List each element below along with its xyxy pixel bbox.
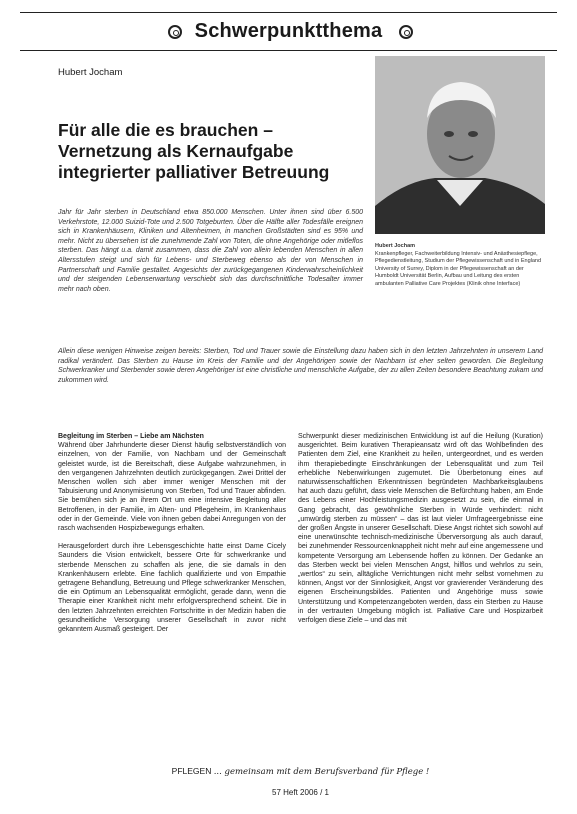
footer-brand: PFLEGEN <box>171 766 212 776</box>
subheading: Begleitung im Sterben – Liebe am Nächsten <box>58 433 204 440</box>
footer-tagline: ... gemeinsam mit dem Berufsverband für Pflege ! <box>213 767 430 777</box>
caption-text: Krankenpfleger, Fachweiterbildung Intensiv- und Anästhesiepflege, Pflegedienstleitung, Studium der Pflegewissenschaft und in England University of Surrey, Diplom in der Pflegewissenschaft an der Humboldt Universität Berlin, Aufbau und Leitung des ersten ambulanten Palliative Care Projektes (Klinik ohne Interface) <box>375 250 542 287</box>
author-photo <box>375 56 545 234</box>
body-paragraph: Herausgefordert durch ihre Lebensgeschichte hatte einst Dame Cicely Saunders die Vision entwickelt, bessere Orte für schwerkranke und sterbende Menschen zu schaffen als jene, die sie damals in den Krankenhäusern erlebte. Eine fachlich qualifizierte und von Empathie getragene Behandlung, Betreuung und Pflege schwerkranker Menschen, die ein Optimum an Lebensqualität ermöglicht, gerade dann, wenn die Therapie einer Krankheit nicht mehr erfolgversprechend scheint. Die in den letzten Jahrzehnten erreichten Fortschritte in der Medizin haben die gesundheitliche Versorgung unserer Gesellschaft in zuvor nicht gekanntem Ausmaß gesteigert. Der <box>58 543 286 634</box>
page-info: 57 Heft 2006 / 1 <box>272 788 329 797</box>
photo-caption <box>375 243 545 288</box>
title-line: Für alle die es brauchen – <box>58 120 273 140</box>
section-title: Schwerpunktthema <box>194 20 383 42</box>
caption-name: Hubert Jocham <box>375 243 416 249</box>
portrait-image <box>375 56 545 234</box>
article-title <box>58 120 368 183</box>
body-paragraph: Schwerpunkt dieser medizinischen Entwicklung ist auf die Heilung (Kuration) ausgerichtet. Beim kurativen Therapieansatz wird oft das Wohlbefinden des Patienten dem Ziel, eine Krankheit zu heilen, untergeordnet, und es werden ihm therapiebedingte Einschränkungen der Lebensqualität und zum Teil erhebliche Nebenwirkungen zugemutet. Die Überbetonung eines auf naturwissenschaftlichen Erkenntnissen begründeten Machbarkeitsglaubens hat auch dazu geführt, dass viele Menschen die Befürchtung haben, am Ende des Lebens einer Hochleistungsmedizin ausgesetzt zu sein, die einmal in Gang gebracht, das gewöhnliche Sterben in Würde verhindert: nicht „umwürdig sterben zu müssen“ – das ist laut vieler Umfrageergebnisse eine der großen Ängste in unserer Gesellschaft. Diese Angst richtet sich sowohl auf eine unerwünschte technisch-medizinische Überversorgung als auch darauf, bei zunehmender Ressourcenknappheit nicht mehr auf eine angemessene und kompetente Versorgung am Lebensende hoffen zu können. Der Gedanke an das Sterben weckt bei vielen Menschen Angst, hilflos und wehrlos zu sein, „wertlos“ zu sein, alltägliche Verrichtungen nicht mehr selbst vornehmen zu können, Angst vor der Sinnlosigkeit, Angst vor gravierender Veränderung des eigenen Erscheinungsbildes. Patienten und Angehörige muss sowie Unterstützung und Kompetenzangeboten werden, dass ein Sterben zu Hause in der vertrauten Umgebung möglich ist. Palliative Care und Hospizarbeit verfolgen diese Ziele – und das mit <box>298 433 543 625</box>
intro-paragraph: Jahr für Jahr sterben in Deutschland etwa 850.000 Menschen. Unter ihnen sind über 6.500 Verkehrstote, 12.000 Suizid-Tote und 2.500 Totgeburten. Über die Hälfte aller Todesfälle ereignen sich in Krankenhäusern, Kliniken und Altenheimen, in manchen Großstädten sind es 95% und mehr. Nicht zu übersehen ist die zunehmende Zahl von Toten, die ohne Angehörige oder mitleflos sterben. Das hängt u.a. damit zusammen, dass die Zahl von allein lebenden Menschen in allen Altersstufen steigt und sich für Lebens- und Sterbeweg ebenso als der von Menschen in Partnerschaft und Familie gestaltet. Angesichts der zurückgegangenen Kinderwahrscheinlichkeit und der steigenden Lebenserwartung verschiebt sich das durchschnittliche Todesalter immer mehr nach oben. <box>58 209 363 293</box>
left-column <box>58 432 286 643</box>
spiral-ornament-icon <box>399 25 413 39</box>
intro-paragraph-continued: Allein diese wenigen Hinweise zeigen bereits: Sterben, Tod und Trauer sowie die Einstellung dazu haben sich in den letzten Jahrzehnten in unserem Land radikal verändert. Das Sterben zu Hause im Kreis der Familie und der Angehörigen sowie der Nachbarn ist eher selten geworden. Die Begleitung Schwerkranker und Sterbender sowie deren Angehöriger ist eine christliche und menschliche Aufgabe, der zu allen Zeiten besondere Beachtung zukam und zukommen wird. <box>58 348 543 384</box>
title-line: integrierter palliativer Betreuung <box>58 162 330 182</box>
author-name: Hubert Jocham <box>58 67 123 78</box>
title-line: Vernetzung als Kernaufgabe <box>58 141 294 161</box>
right-column <box>298 432 543 634</box>
footer-slogan <box>58 766 543 777</box>
body-paragraph: Während über Jahrhunderte dieser Dienst häufig selbstverständlich von einzelnen, von der Familie, von Nachbarn und der Gemeinschaft geleistet wurde, ist die Bereitschaft, diese Aufgabe wahrzunehmen, in den vergangenen Jahrzehnten deutlich zurückgegangen. Zwei Drittel der Menschen wollen sich aber immer weniger Menschen mit der Tabuisierung und Anonymisierung von Sterben, Tod und Trauer abfinden. Sie bemühen sich je an ihrem Ort um eine intensive Begleitung aller Betroffenen, in der Familie, im Alten- und Pflegeheim, im Krankenhaus oder in der Gemeinde. Viele von ihnen geben dabei Anregungen von der rasch wachsenden Hospizbewegungs erhalten. <box>58 442 286 533</box>
